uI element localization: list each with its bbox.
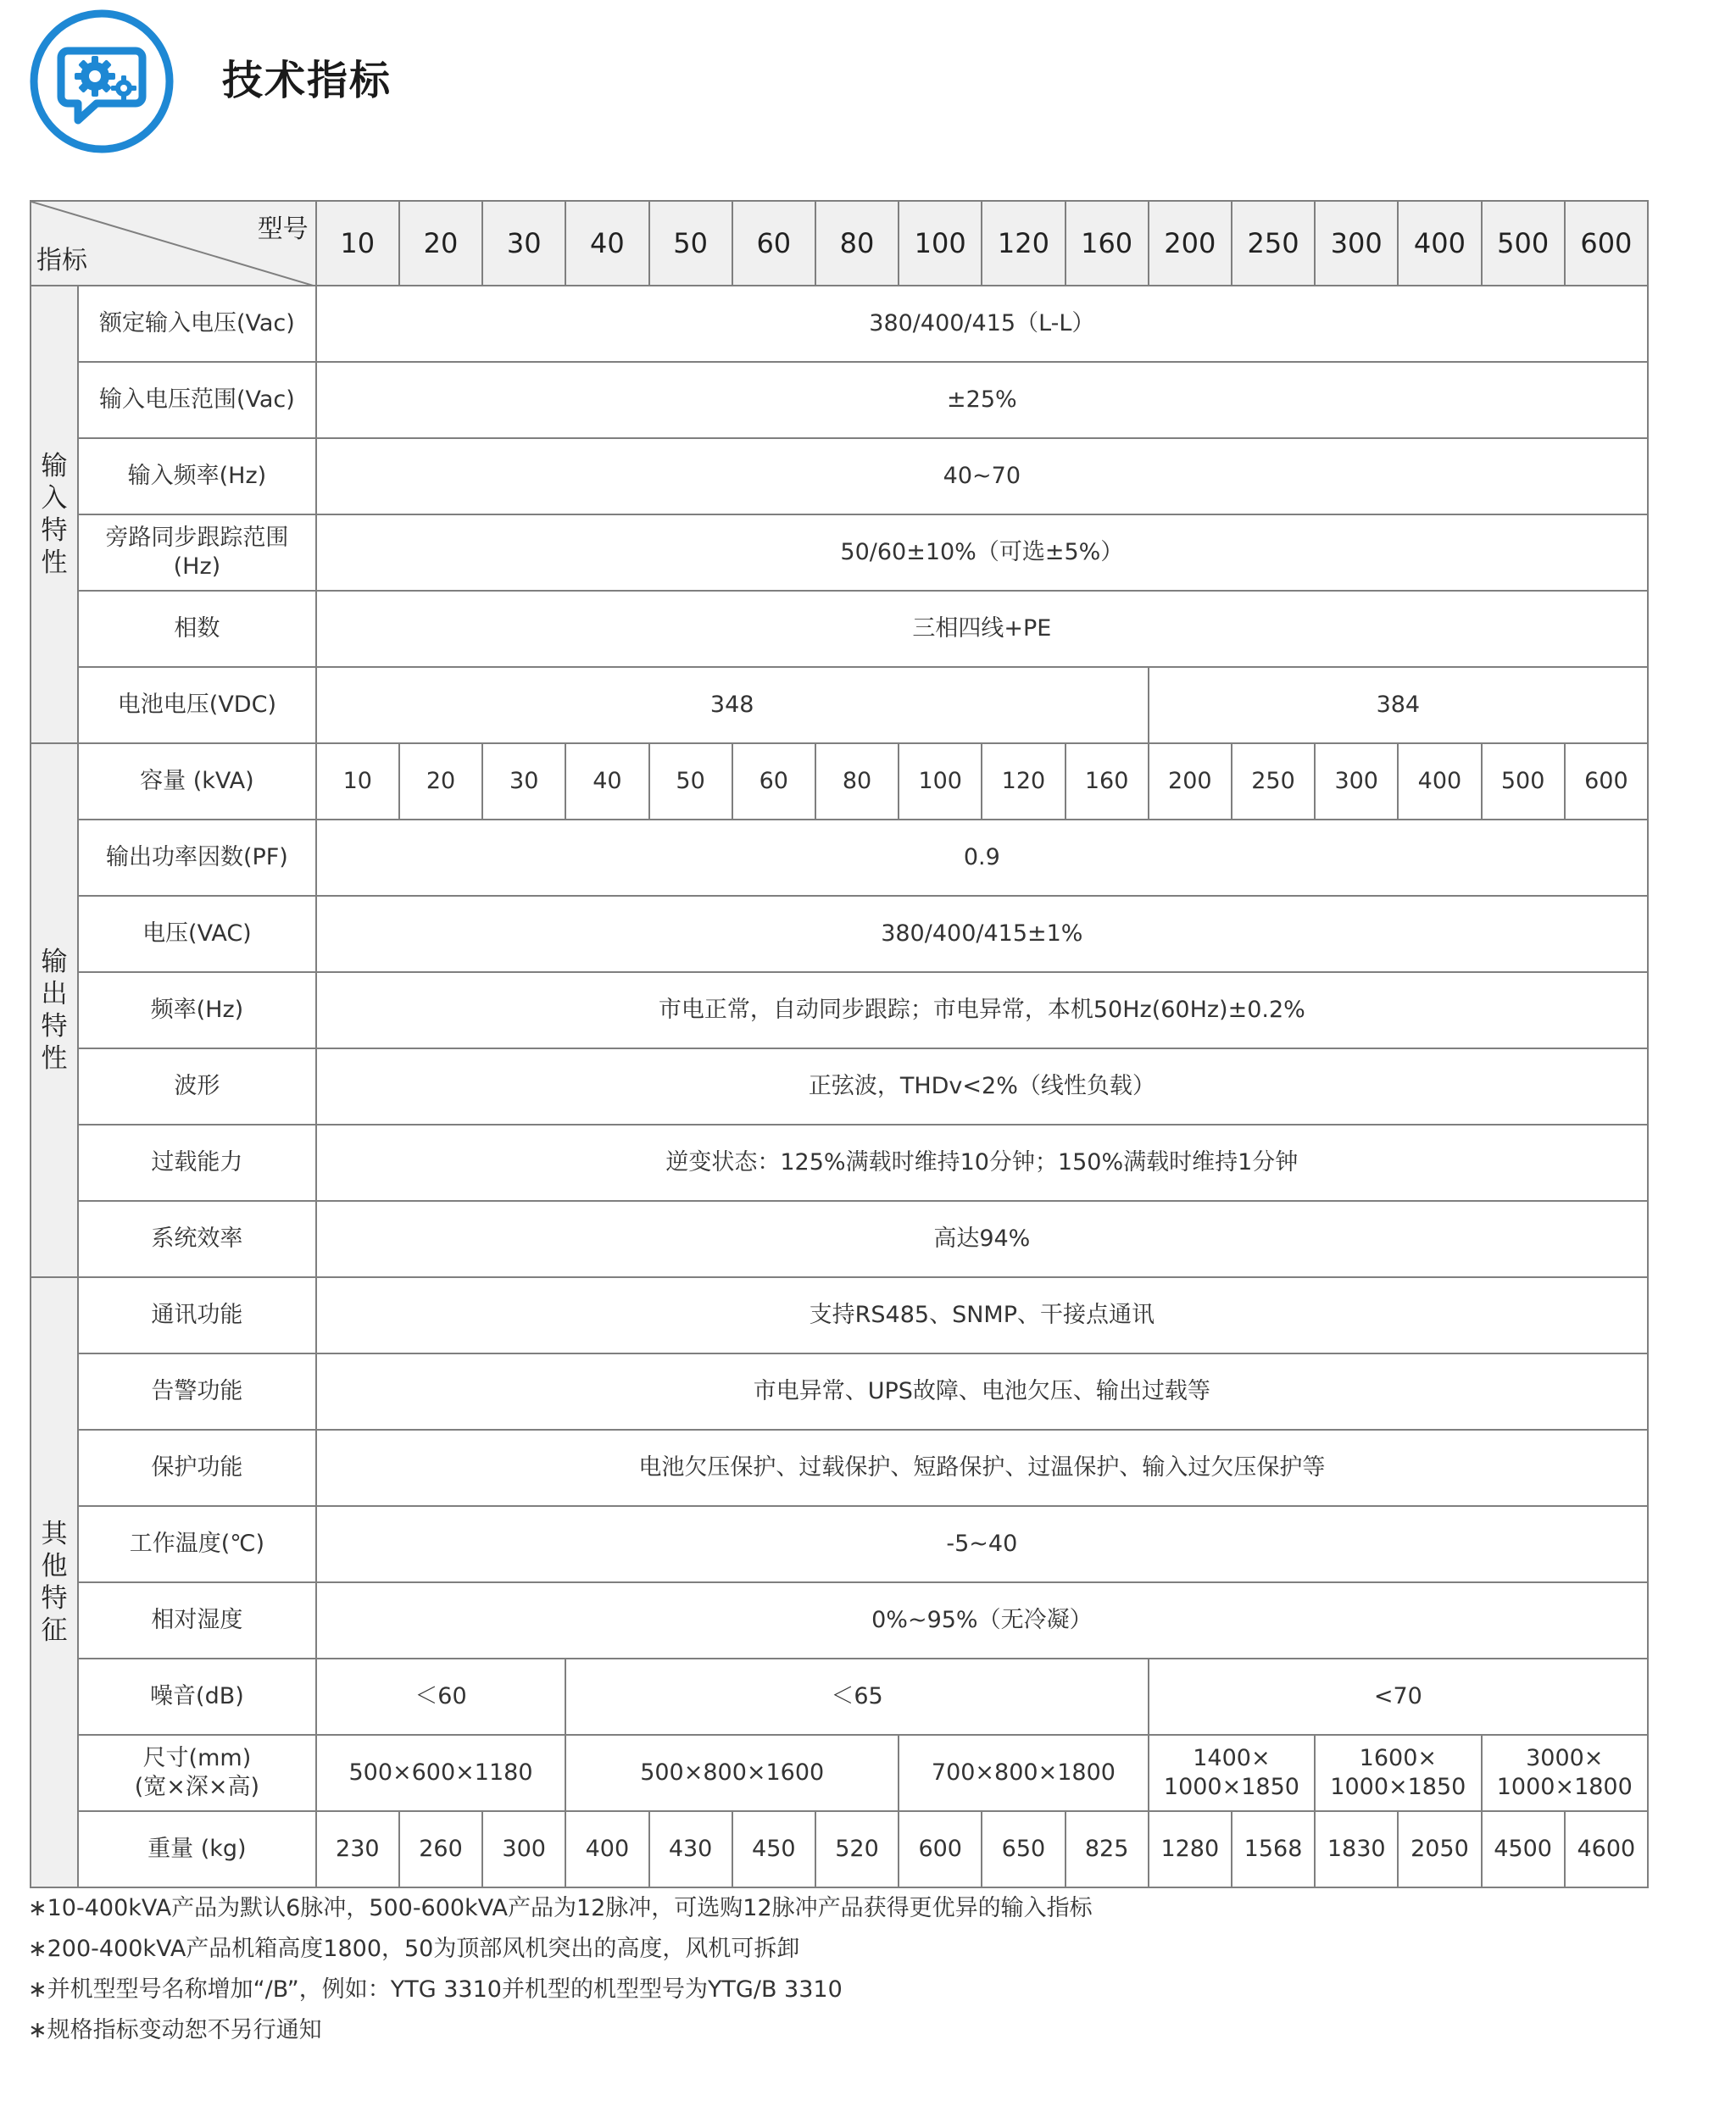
row-value: ＜60 bbox=[316, 1659, 566, 1735]
row-label: 相数 bbox=[78, 591, 316, 667]
row-value: 正弦波，THDv<2%（线性负载） bbox=[316, 1048, 1648, 1125]
row-label: 工作温度(℃) bbox=[78, 1506, 316, 1582]
row-value: 500×600×1180 bbox=[316, 1735, 566, 1811]
model-header: 60 bbox=[732, 201, 815, 286]
dimensions-label-line2: (宽×深×高) bbox=[134, 1774, 260, 1800]
group-label-other: 其他特征 bbox=[31, 1277, 78, 1887]
capacity-cell: 600 bbox=[1565, 743, 1648, 820]
capacity-cell: 50 bbox=[649, 743, 732, 820]
table-row bbox=[31, 667, 1648, 743]
weight-cell: 1830 bbox=[1315, 1811, 1398, 1887]
dimensions-label-line1: 尺寸(mm) bbox=[142, 1745, 252, 1772]
table-row bbox=[31, 286, 1648, 362]
row-value bbox=[1315, 1735, 1481, 1811]
row-label: 告警功能 bbox=[78, 1353, 316, 1430]
weight-cell: 2050 bbox=[1398, 1811, 1481, 1887]
capacity-cell: 200 bbox=[1149, 743, 1232, 820]
row-value: 逆变状态：125%满载时维持10分钟；150%满载时维持1分钟 bbox=[316, 1125, 1648, 1201]
settings-gear-icon bbox=[29, 8, 175, 154]
weight-cell: 600 bbox=[899, 1811, 982, 1887]
model-header: 10 bbox=[316, 201, 399, 286]
capacity-cell: 120 bbox=[982, 743, 1065, 820]
row-value: 电池欠压保护、过载保护、短路保护、过温保护、输入过欠压保护等 bbox=[316, 1430, 1648, 1506]
table-row bbox=[31, 591, 1648, 667]
weight-cell: 4600 bbox=[1565, 1811, 1648, 1887]
model-header: 300 bbox=[1315, 201, 1398, 286]
table-row bbox=[31, 514, 1648, 591]
row-label: 重量 (kg) bbox=[78, 1811, 316, 1887]
row-value: 0.9 bbox=[316, 820, 1648, 896]
model-header: 80 bbox=[815, 201, 899, 286]
row-value: 40~70 bbox=[316, 438, 1648, 514]
weight-cell: 400 bbox=[565, 1811, 648, 1887]
table-row bbox=[31, 743, 1648, 820]
dimensions-value-line1: 1600× bbox=[1359, 1745, 1437, 1772]
table-row bbox=[31, 1125, 1648, 1201]
capacity-cell: 400 bbox=[1398, 743, 1481, 820]
page-header bbox=[0, 0, 1736, 161]
table-row bbox=[31, 438, 1648, 514]
row-label: 容量 (kVA) bbox=[78, 743, 316, 820]
weight-cell: 4500 bbox=[1482, 1811, 1565, 1887]
model-header: 160 bbox=[1066, 201, 1149, 286]
row-value: 0%~95%（无冷凝） bbox=[316, 1582, 1648, 1659]
dimensions-value-line1: 1400× bbox=[1193, 1745, 1271, 1772]
weight-cell: 1568 bbox=[1232, 1811, 1315, 1887]
model-header: 500 bbox=[1482, 201, 1565, 286]
row-value: 高达94% bbox=[316, 1201, 1648, 1277]
row-value: -5~40 bbox=[316, 1506, 1648, 1582]
row-value: 50/60±10%（可选±5%） bbox=[316, 514, 1648, 591]
table-row bbox=[31, 896, 1648, 972]
capacity-cell: 100 bbox=[899, 743, 982, 820]
capacity-cell: 20 bbox=[399, 743, 482, 820]
footnote: ∗200-400kVA产品机箱高度1800，50为顶部风机突出的高度，风机可拆卸 bbox=[28, 1936, 800, 1962]
model-header: 400 bbox=[1398, 201, 1481, 286]
row-value bbox=[1149, 1735, 1315, 1811]
table-row bbox=[31, 1201, 1648, 1277]
table-row bbox=[31, 1659, 1648, 1735]
capacity-cell: 300 bbox=[1315, 743, 1398, 820]
model-header: 250 bbox=[1232, 201, 1315, 286]
model-header: 200 bbox=[1149, 201, 1232, 286]
weight-cell: 650 bbox=[982, 1811, 1065, 1887]
weight-cell: 300 bbox=[482, 1811, 565, 1887]
footnote: ∗规格指标变动恕不另行通知 bbox=[28, 2017, 322, 2043]
corner-header-cell bbox=[31, 201, 316, 286]
row-label: 频率(Hz) bbox=[78, 972, 316, 1048]
capacity-cell: 10 bbox=[316, 743, 399, 820]
model-header: 30 bbox=[482, 201, 565, 286]
row-label: 输入频率(Hz) bbox=[78, 438, 316, 514]
row-label: 噪音(dB) bbox=[78, 1659, 316, 1735]
model-header: 120 bbox=[982, 201, 1065, 286]
row-label bbox=[78, 1735, 316, 1811]
row-label: 旁路同步跟踪范围(Hz) bbox=[78, 514, 316, 591]
table-row bbox=[31, 1048, 1648, 1125]
capacity-cell: 30 bbox=[482, 743, 565, 820]
capacity-cell: 250 bbox=[1232, 743, 1315, 820]
row-value: 384 bbox=[1149, 667, 1648, 743]
row-label: 过载能力 bbox=[78, 1125, 316, 1201]
spec-table bbox=[30, 200, 1649, 1888]
group-label-input: 输入特性 bbox=[31, 286, 78, 743]
model-header: 100 bbox=[899, 201, 982, 286]
table-row bbox=[31, 1735, 1648, 1811]
dimensions-value-line2: 1000×1850 bbox=[1330, 1774, 1466, 1800]
capacity-cell: 60 bbox=[732, 743, 815, 820]
table-row bbox=[31, 1582, 1648, 1659]
page-title: 技术指标 bbox=[222, 57, 392, 104]
row-value: 380/400/415±1% bbox=[316, 896, 1648, 972]
weight-cell: 520 bbox=[815, 1811, 899, 1887]
weight-cell: 230 bbox=[316, 1811, 399, 1887]
row-label: 电压(VAC) bbox=[78, 896, 316, 972]
model-header: 20 bbox=[399, 201, 482, 286]
weight-cell: 825 bbox=[1066, 1811, 1149, 1887]
table-row bbox=[31, 1277, 1648, 1353]
footnote: ∗并机型型号名称增加“/B”，例如：YTG 3310并机型的机型型号为YTG/B 3310 bbox=[28, 1976, 843, 2003]
model-header: 50 bbox=[649, 201, 732, 286]
model-header: 600 bbox=[1565, 201, 1648, 286]
table-row bbox=[31, 820, 1648, 896]
weight-cell: 430 bbox=[649, 1811, 732, 1887]
row-value: <70 bbox=[1149, 1659, 1648, 1735]
row-value: 支持RS485、SNMP、干接点通讯 bbox=[316, 1277, 1648, 1353]
row-value: ±25% bbox=[316, 362, 1648, 438]
row-label: 波形 bbox=[78, 1048, 316, 1125]
table-row bbox=[31, 1430, 1648, 1506]
capacity-cell: 40 bbox=[565, 743, 648, 820]
corner-model-label: 型号 bbox=[257, 214, 309, 244]
weight-cell: 260 bbox=[399, 1811, 482, 1887]
row-value: 380/400/415（L-L） bbox=[316, 286, 1648, 362]
table-header-row bbox=[31, 201, 1648, 286]
row-label: 保护功能 bbox=[78, 1430, 316, 1506]
footnotes bbox=[28, 1888, 1639, 2051]
row-label: 输入电压范围(Vac) bbox=[78, 362, 316, 438]
dimensions-value-line2: 1000×1800 bbox=[1496, 1774, 1633, 1800]
corner-metric-label: 指标 bbox=[36, 245, 87, 275]
capacity-cell: 500 bbox=[1482, 743, 1565, 820]
capacity-cell: 80 bbox=[815, 743, 899, 820]
weight-cell: 1280 bbox=[1149, 1811, 1232, 1887]
dimensions-value-line2: 1000×1850 bbox=[1163, 1774, 1299, 1800]
model-header: 40 bbox=[565, 201, 648, 286]
row-label: 额定输入电压(Vac) bbox=[78, 286, 316, 362]
footnote: ∗10-400kVA产品为默认6脉冲，500-600kVA产品为12脉冲，可选购12脉冲产品获得更优异的输入指标 bbox=[28, 1895, 1093, 1921]
row-label: 系统效率 bbox=[78, 1201, 316, 1277]
row-value: 市电异常、UPS故障、电池欠压、输出过载等 bbox=[316, 1353, 1648, 1430]
table-row bbox=[31, 362, 1648, 438]
row-label: 输出功率因数(PF) bbox=[78, 820, 316, 896]
row-value: 500×800×1600 bbox=[565, 1735, 899, 1811]
row-value: 三相四线+PE bbox=[316, 591, 1648, 667]
row-label: 电池电压(VDC) bbox=[78, 667, 316, 743]
row-value: ＜65 bbox=[565, 1659, 1148, 1735]
row-label: 通讯功能 bbox=[78, 1277, 316, 1353]
row-value: 市电正常，自动同步跟踪；市电异常，本机50Hz(60Hz)±0.2% bbox=[316, 972, 1648, 1048]
row-value: 700×800×1800 bbox=[899, 1735, 1149, 1811]
table-row bbox=[31, 972, 1648, 1048]
weight-cell: 450 bbox=[732, 1811, 815, 1887]
row-value bbox=[1482, 1735, 1648, 1811]
row-label: 相对湿度 bbox=[78, 1582, 316, 1659]
dimensions-value-line1: 3000× bbox=[1526, 1745, 1604, 1772]
table-row bbox=[31, 1353, 1648, 1430]
row-value: 348 bbox=[316, 667, 1149, 743]
table-row bbox=[31, 1506, 1648, 1582]
capacity-cell: 160 bbox=[1066, 743, 1149, 820]
group-label-output: 输出特性 bbox=[31, 743, 78, 1277]
table-row bbox=[31, 1811, 1648, 1887]
